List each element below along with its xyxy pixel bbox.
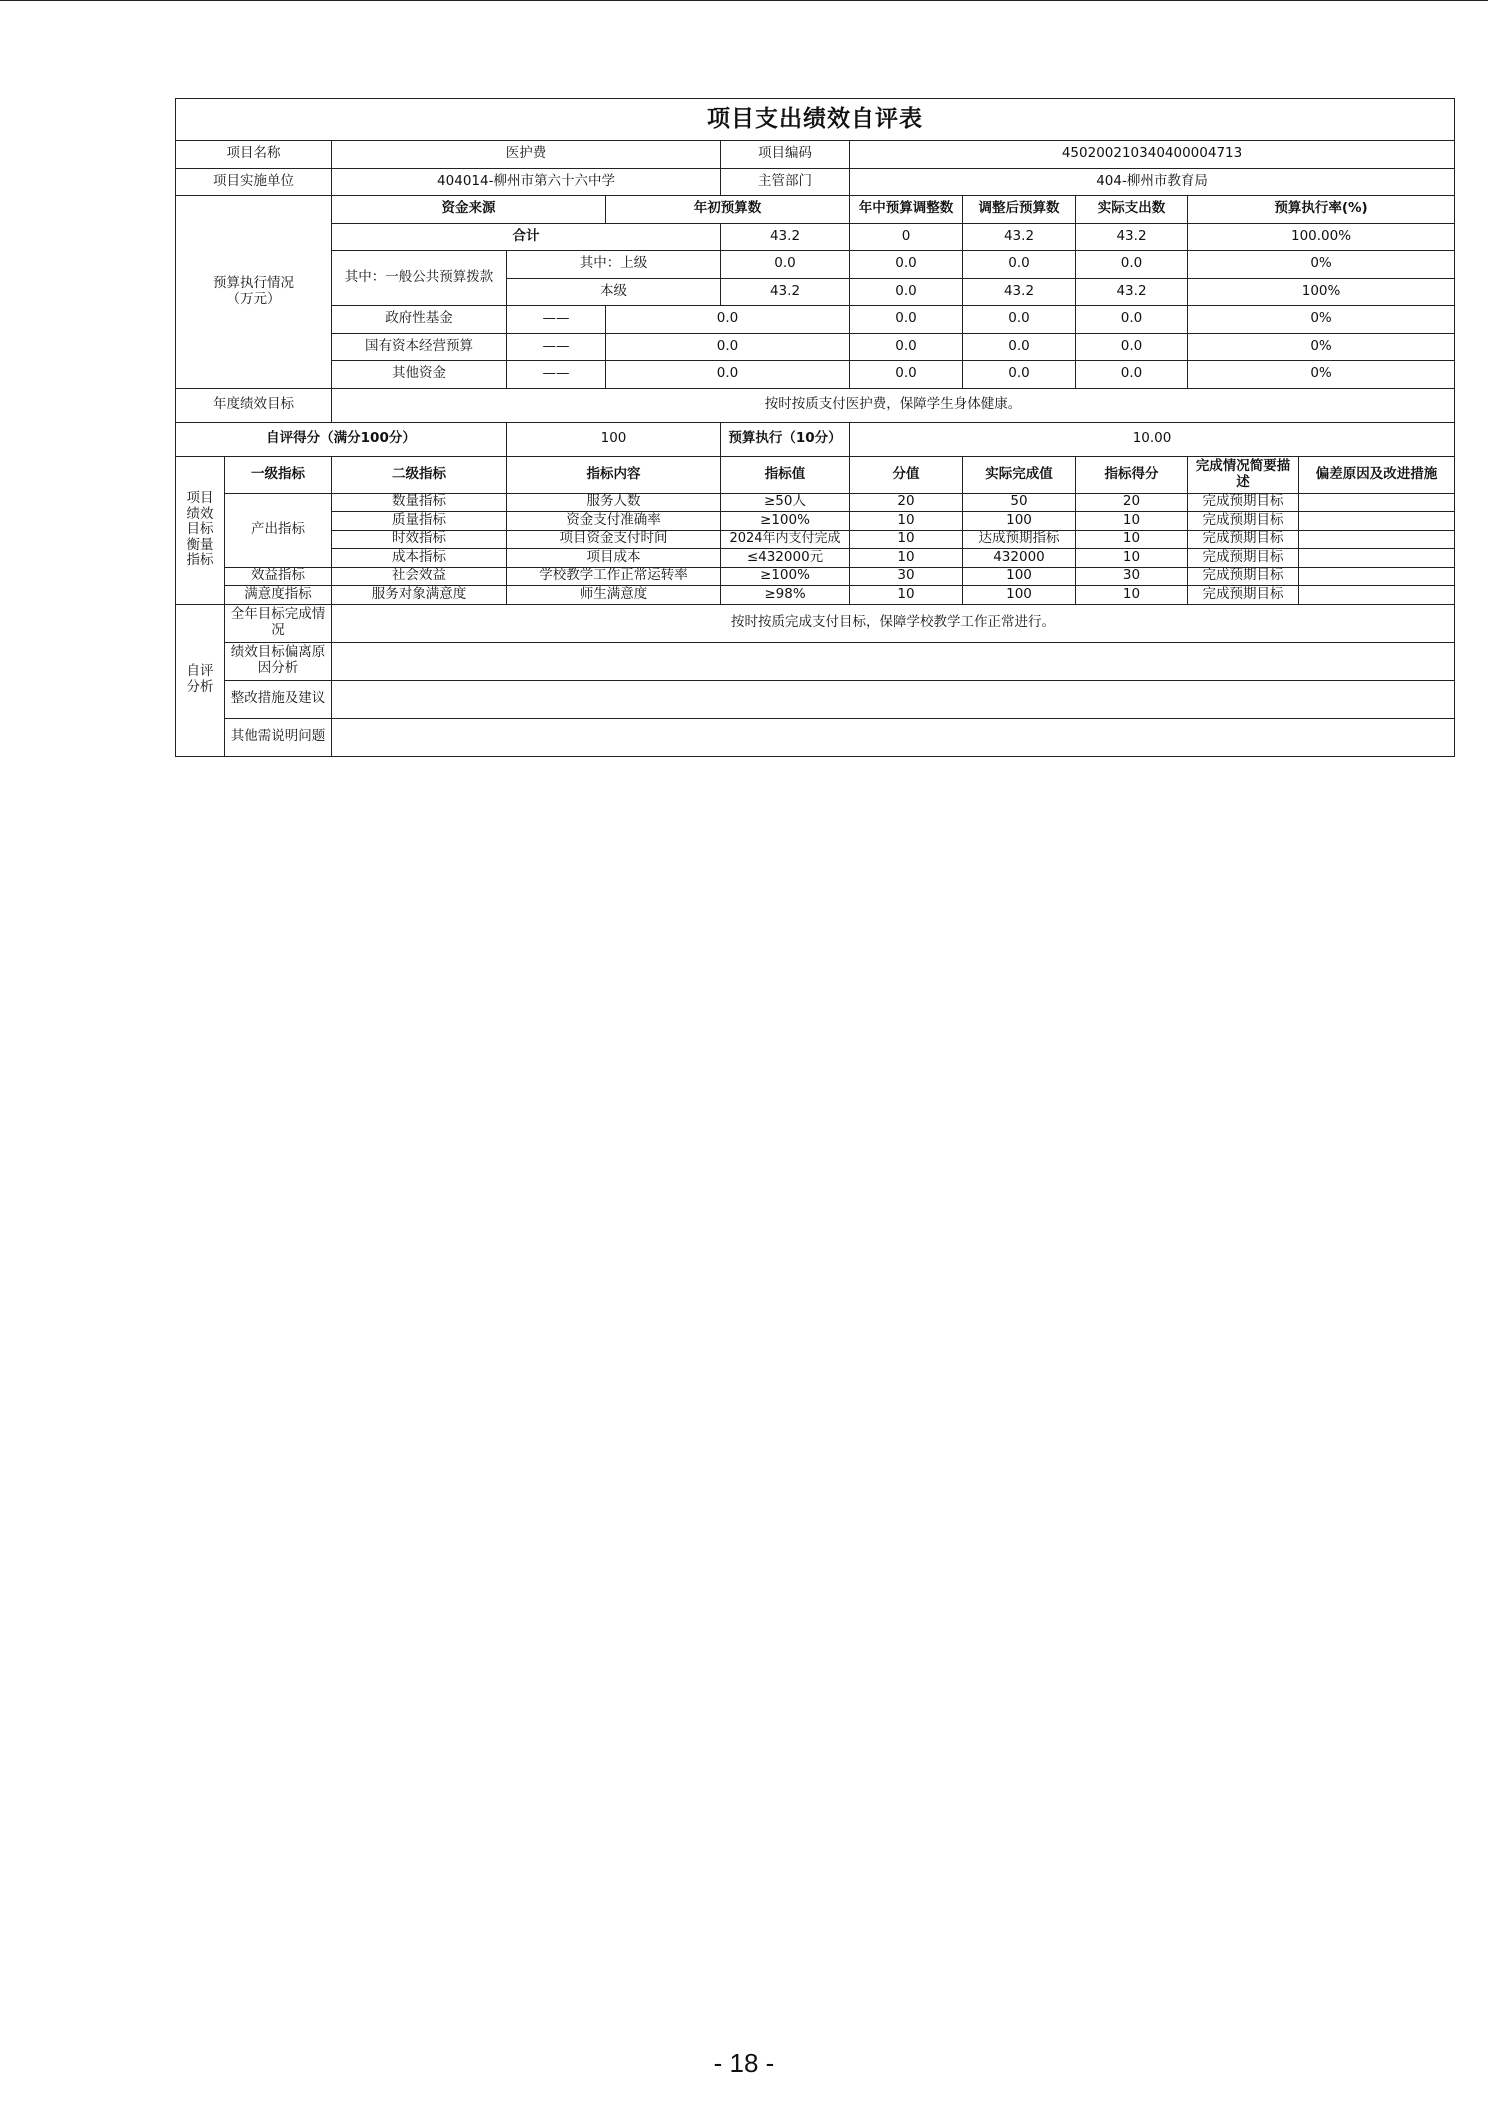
indicator-points: 10 [850,512,963,531]
indicator-score: 20 [1076,493,1188,512]
header-adjusted-budget: 调整后预算数 [963,196,1076,224]
indicator-level2: 时效指标 [332,530,507,549]
other-fund-initial: 0.0 [606,361,850,389]
indicator-content: 学校教学工作正常运转率 [507,567,721,586]
project-code-label: 项目编码 [721,141,850,169]
budget-row-upper [176,251,1455,279]
header-deviation-reason: 偏差原因及改进措施 [1299,456,1455,493]
analysis-item-label: 其他需说明问题 [225,718,332,756]
budget-row-total [176,223,1455,251]
implementing-unit-label: 项目实施单位 [176,168,332,196]
indicator-desc: 完成预期目标 [1188,567,1299,586]
project-name-label: 项目名称 [176,141,332,169]
indicator-actual: 100 [963,512,1076,531]
indicator-section-label: 项目 绩效 目标 衡量 指标 [176,456,225,604]
header-target: 指标值 [721,456,850,493]
upper-adjust: 0.0 [850,251,963,279]
analysis-item-text [332,642,1455,680]
header-execution-rate: 预算执行率(%) [1188,196,1455,224]
upper-adjusted: 0.0 [963,251,1076,279]
total-rate: 100.00% [1188,223,1455,251]
indicator-row [176,586,1455,605]
indicator-score: 10 [1076,512,1188,531]
indicator-actual: 432000 [963,549,1076,568]
page-number: - 18 - [713,2048,775,2078]
indicator-content: 项目成本 [507,549,721,568]
indicator-points: 20 [850,493,963,512]
indicator-level2: 成本指标 [332,549,507,568]
analysis-section-label: 自评 分析 [176,604,225,756]
indicator-points: 10 [850,549,963,568]
indicator-row [176,512,1455,531]
indicator-reason [1299,567,1455,586]
state-capital-sub: —— [507,333,606,361]
project-name-value: 医护费 [332,141,721,169]
general-budget-label: 其中：一般公共预算拨款 [332,251,507,306]
indicator-score: 10 [1076,549,1188,568]
self-score-value: 100 [507,422,721,456]
indicator-row [176,493,1455,512]
upper-rate: 0% [1188,251,1455,279]
header-level2: 二级指标 [332,456,507,493]
state-capital-rate: 0% [1188,333,1455,361]
local-label: 本级 [507,278,721,306]
indicator-target: ≥50人 [721,493,850,512]
indicator-points: 30 [850,567,963,586]
indicator-desc: 完成预期目标 [1188,530,1299,549]
budget-exec-score-value: 10.00 [850,422,1455,456]
benefit-indicator-label: 效益指标 [225,567,332,586]
indicator-row [176,530,1455,549]
indicator-reason [1299,493,1455,512]
indicator-reason [1299,549,1455,568]
indicator-content: 项目资金支付时间 [507,530,721,549]
indicator-target: ≥100% [721,567,850,586]
indicator-level2: 质量指标 [332,512,507,531]
total-label: 合计 [332,223,721,251]
indicator-row [176,567,1455,586]
total-initial: 43.2 [721,223,850,251]
indicator-points: 10 [850,530,963,549]
other-fund-actual: 0.0 [1076,361,1188,389]
annual-goal-text: 按时按质支付医护费，保障学生身体健康。 [332,388,1455,422]
indicator-content: 服务人数 [507,493,721,512]
header-content: 指标内容 [507,456,721,493]
indicator-score: 10 [1076,586,1188,605]
indicator-score: 30 [1076,567,1188,586]
analysis-row [176,642,1455,680]
indicator-target: ≤432000元 [721,549,850,568]
state-capital-actual: 0.0 [1076,333,1188,361]
indicator-reason [1299,530,1455,549]
total-adjusted: 43.2 [963,223,1076,251]
indicator-desc: 完成预期目标 [1188,586,1299,605]
analysis-item-text [332,680,1455,718]
gov-fund-actual: 0.0 [1076,306,1188,334]
upper-label: 其中：上级 [507,251,721,279]
header-fund-source: 资金来源 [332,196,606,224]
indicator-level2: 服务对象满意度 [332,586,507,605]
analysis-item-text [332,718,1455,756]
header-actual-value: 实际完成值 [963,456,1076,493]
state-capital-initial: 0.0 [606,333,850,361]
indicator-row [176,549,1455,568]
analysis-row [176,718,1455,756]
total-adjust: 0 [850,223,963,251]
other-fund-adjust: 0.0 [850,361,963,389]
other-fund-adjusted: 0.0 [963,361,1076,389]
header-completion-desc: 完成情况简要描述 [1188,456,1299,493]
gov-fund-rate: 0% [1188,306,1455,334]
satisfaction-indicator-label: 满意度指标 [225,586,332,605]
budget-row-gov-fund [176,306,1455,334]
total-actual: 43.2 [1076,223,1188,251]
local-actual: 43.2 [1076,278,1188,306]
gov-fund-sub: —— [507,306,606,334]
output-indicator-label: 产出指标 [225,493,332,567]
header-level1: 一级指标 [225,456,332,493]
state-capital-label: 国有资本经营预算 [332,333,507,361]
gov-fund-label: 政府性基金 [332,306,507,334]
header-mid-adjust: 年中预算调整数 [850,196,963,224]
indicator-target: ≥98% [721,586,850,605]
budget-section-label: 预算执行情况 （万元） [176,196,332,389]
local-rate: 100% [1188,278,1455,306]
analysis-item-text: 按时按质完成支付目标，保障学校教学工作正常进行。 [332,604,1455,642]
state-capital-adjust: 0.0 [850,333,963,361]
performance-evaluation-table [175,98,1455,757]
indicator-reason [1299,512,1455,531]
indicator-content: 师生满意度 [507,586,721,605]
upper-initial: 0.0 [721,251,850,279]
gov-fund-adjust: 0.0 [850,306,963,334]
implementing-unit-value: 404014-柳州市第六十六中学 [332,168,721,196]
indicator-desc: 完成预期目标 [1188,549,1299,568]
budget-exec-score-label: 预算执行（10分） [721,422,850,456]
budget-row-other [176,361,1455,389]
department-label: 主管部门 [721,168,850,196]
annual-goal-label: 年度绩效目标 [176,388,332,422]
analysis-item-label: 全年目标完成情况 [225,604,332,642]
indicator-level2: 数量指标 [332,493,507,512]
upper-actual: 0.0 [1076,251,1188,279]
budget-row-state-capital [176,333,1455,361]
gov-fund-adjusted: 0.0 [963,306,1076,334]
table-title: 项目支出绩效自评表 [176,99,1455,141]
indicator-actual: 100 [963,586,1076,605]
other-fund-rate: 0% [1188,361,1455,389]
other-fund-label: 其他资金 [332,361,507,389]
analysis-item-label: 整改措施及建议 [225,680,332,718]
indicator-actual: 达成预期指标 [963,530,1076,549]
header-points: 分值 [850,456,963,493]
self-score-label: 自评得分（满分100分） [176,422,507,456]
local-adjust: 0.0 [850,278,963,306]
top-border-line [0,0,1488,1]
indicator-target: ≥100% [721,512,850,531]
header-indicator-score: 指标得分 [1076,456,1188,493]
analysis-item-label: 绩效目标偏离原因分析 [225,642,332,680]
indicator-points: 10 [850,586,963,605]
indicator-desc: 完成预期目标 [1188,512,1299,531]
indicator-reason [1299,586,1455,605]
local-initial: 43.2 [721,278,850,306]
indicator-desc: 完成预期目标 [1188,493,1299,512]
indicator-score: 10 [1076,530,1188,549]
gov-fund-initial: 0.0 [606,306,850,334]
indicator-actual: 100 [963,567,1076,586]
other-fund-sub: —— [507,361,606,389]
project-code-value: 450200210340400004713 [850,141,1455,169]
header-actual-spend: 实际支出数 [1076,196,1188,224]
department-value: 404-柳州市教育局 [850,168,1455,196]
indicator-level2: 社会效益 [332,567,507,586]
indicator-actual: 50 [963,493,1076,512]
analysis-row [176,604,1455,642]
local-adjusted: 43.2 [963,278,1076,306]
state-capital-adjusted: 0.0 [963,333,1076,361]
header-initial-budget: 年初预算数 [606,196,850,224]
indicator-content: 资金支付准确率 [507,512,721,531]
analysis-row [176,680,1455,718]
indicator-target: 2024年内支付完成 [721,530,850,549]
